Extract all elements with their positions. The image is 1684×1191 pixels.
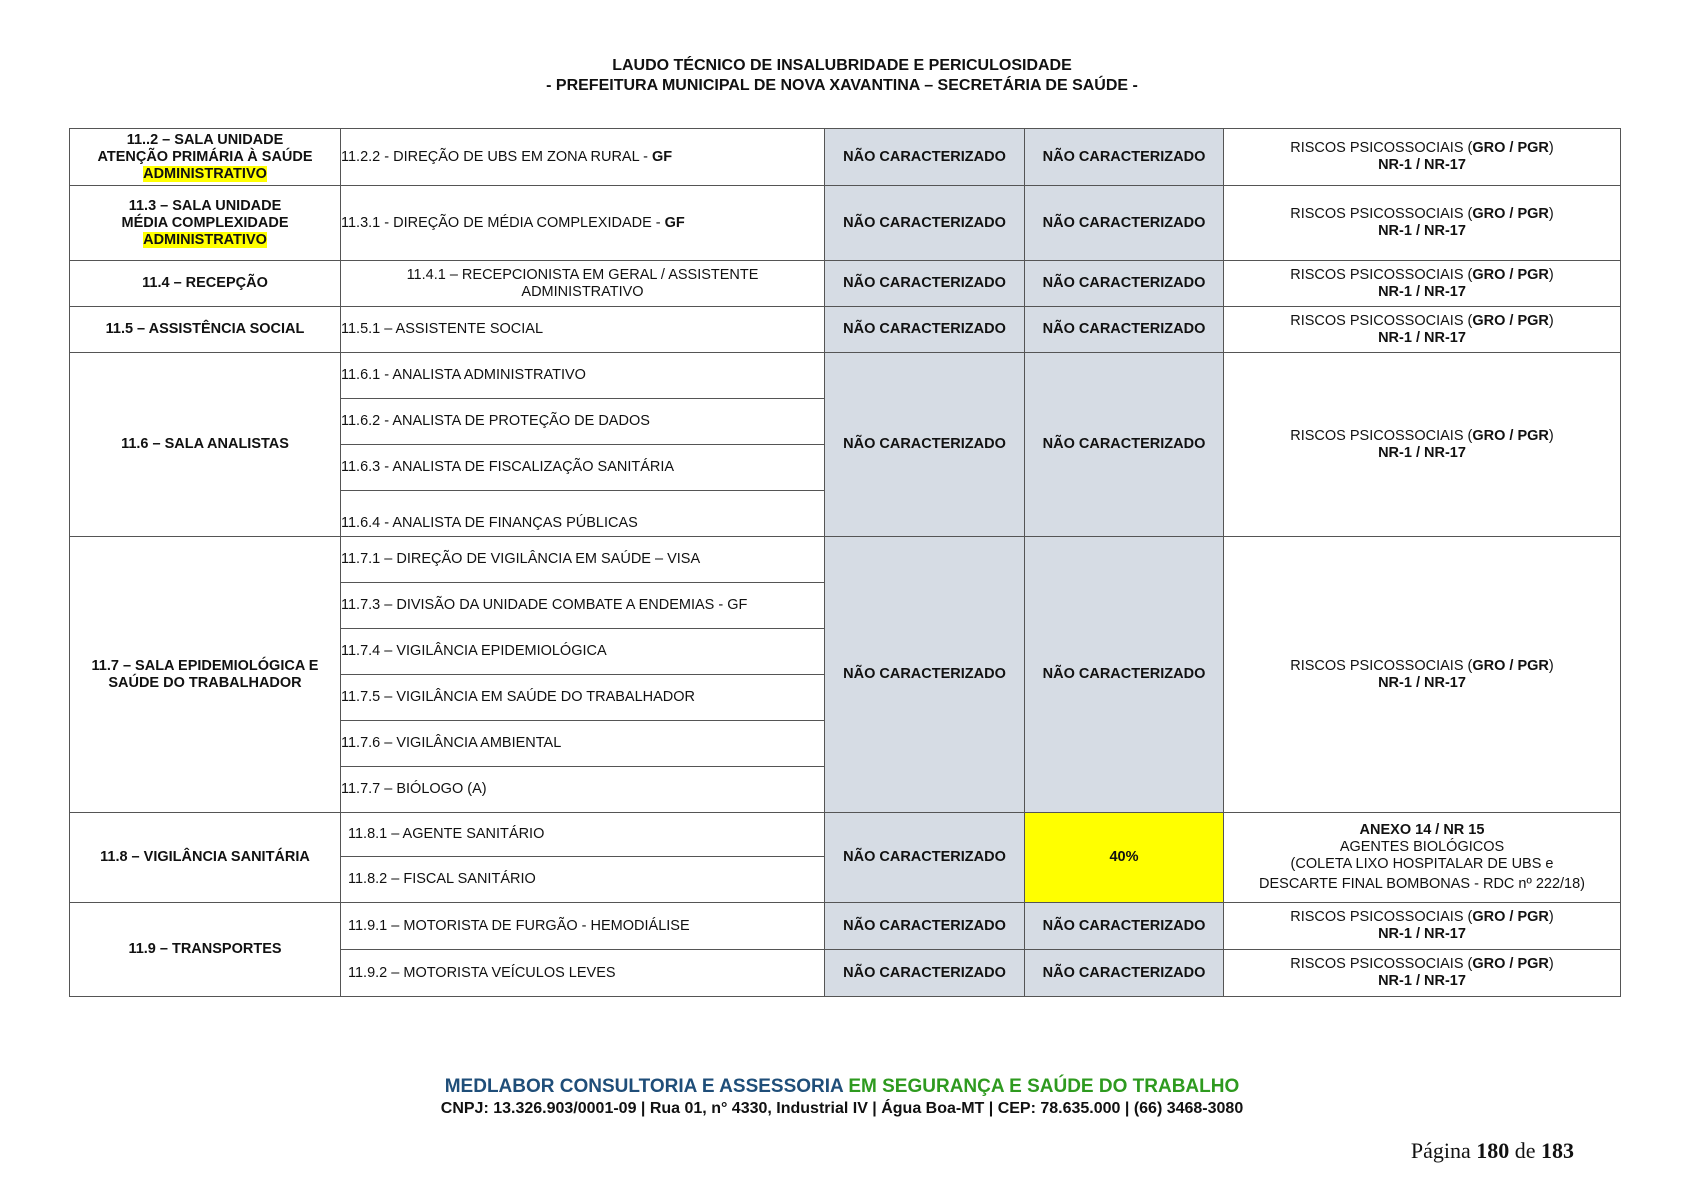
insalubridade-cell: NÃO CARACTERIZADO [825,903,1025,950]
risk-cell: RISCOS PSICOSSOCIAIS (GRO / PGR) NR-1 / NR-17 [1224,353,1621,537]
periculosidade-cell: NÃO CARACTERIZADO [1025,186,1224,261]
periculosidade-cell: 40% [1025,813,1224,903]
insalubridade-cell: NÃO CARACTERIZADO [825,261,1025,307]
function-cell: 11.7.1 – DIREÇÃO DE VIGILÂNCIA EM SAÚDE – VISA [341,537,825,583]
table-row [70,307,1621,353]
section-title: 11.5 – ASSISTÊNCIA SOCIAL [70,307,341,353]
table-row [70,537,1621,583]
risk-cell: RISCOS PSICOSSOCIAIS (GRO / PGR) NR-1 / NR-17 [1224,950,1621,997]
footer-address: CNPJ: 13.326.903/0001-09 | Rua 01, n° 4330, Industrial IV | Água Boa-MT | CEP: 78.635.000 | (66) 3468-3080 [440,1100,1244,1117]
highlight-tag: ADMINISTRATIVO [143,231,267,248]
function-cell: 11.7.5 – VIGILÂNCIA EM SAÚDE DO TRABALHADOR [341,675,825,721]
function-cell: 11.7.4 – VIGILÂNCIA EPIDEMIOLÓGICA [341,629,825,675]
insalubridade-cell: NÃO CARACTERIZADO [825,353,1025,537]
function-cell: 11.2.2 - DIREÇÃO DE UBS EM ZONA RURAL - GF [341,129,825,186]
section-title: 11.8 – VIGILÂNCIA SANITÁRIA [70,813,341,903]
table-row [70,813,1621,857]
function-cell: 11.5.1 – ASSISTENTE SOCIAL [341,307,825,353]
table-row [70,353,1621,399]
insalubridade-cell: NÃO CARACTERIZADO [825,186,1025,261]
risk-cell: RISCOS PSICOSSOCIAIS (GRO / PGR) NR-1 / NR-17 [1224,903,1621,950]
function-cell: 11.6.1 - ANALISTA ADMINISTRATIVO [341,353,825,399]
function-cell: 11.6.2 - ANALISTA DE PROTEÇÃO DE DADOS [341,399,825,445]
section-title: 11.9 – TRANSPORTES [70,903,341,997]
risk-cell: ANEXO 14 / NR 15 AGENTES BIOLÓGICOS (COLETA LIXO HOSPITALAR DE UBS e DESCARTE FINAL BOMBONAS - RDC nº 222/18) [1224,813,1621,903]
highlight-tag: ADMINISTRATIVO [143,165,267,182]
section-title: 11.4 – RECEPÇÃO [70,261,341,307]
insalubridade-cell: NÃO CARACTERIZADO [825,129,1025,186]
section-title: 11.6 – SALA ANALISTAS [70,353,341,537]
section-title: 11.3 – SALA UNIDADE MÉDIA COMPLEXIDADE ADMINISTRATIVO [70,186,341,261]
function-cell: 11.7.7 – BIÓLOGO (A) [341,767,825,813]
risk-cell: RISCOS PSICOSSOCIAIS (GRO / PGR) NR-1 / NR-17 [1224,129,1621,186]
risk-cell: RISCOS PSICOSSOCIAIS (GRO / PGR) NR-1 / NR-17 [1224,307,1621,353]
function-cell: 11.9.2 – MOTORISTA VEÍCULOS LEVES [341,950,825,997]
function-cell: 11.4.1 – RECEPCIONISTA EM GERAL / ASSISTENTE ADMINISTRATIVO [341,261,825,307]
footer-company-name: MEDLABOR CONSULTORIA E ASSESSORIA [444,1076,849,1097]
function-cell: 11.8.1 – AGENTE SANITÁRIO [341,813,825,857]
function-cell: 11.8.2 – FISCAL SANITÁRIO [341,857,825,903]
periculosidade-cell: NÃO CARACTERIZADO [1025,129,1224,186]
insalubridade-cell: NÃO CARACTERIZADO [825,950,1025,997]
risk-cell: RISCOS PSICOSSOCIAIS (GRO / PGR) NR-1 / NR-17 [1224,537,1621,813]
function-cell: 11.9.1 – MOTORISTA DE FURGÃO - HEMODIÁLISE [341,903,825,950]
function-cell: 11.6.4 - ANALISTA DE FINANÇAS PÚBLICAS [341,491,825,537]
insalubridade-cell: NÃO CARACTERIZADO [825,813,1025,903]
periculosidade-cell: NÃO CARACTERIZADO [1025,537,1224,813]
risk-table [69,128,1621,997]
function-cell: 11.6.3 - ANALISTA DE FISCALIZAÇÃO SANITÁRIA [341,445,825,491]
risk-cell: RISCOS PSICOSSOCIAIS (GRO / PGR) NR-1 / NR-17 [1224,261,1621,307]
footer-company [0,1076,1684,1098]
periculosidade-cell: NÃO CARACTERIZADO [1025,261,1224,307]
periculosidade-cell: NÃO CARACTERIZADO [1025,950,1224,997]
table-row [70,186,1621,261]
section-title: 11.7 – SALA EPIDEMIOLÓGICA E SAÚDE DO TRABALHADOR [70,537,341,813]
table-row [70,261,1621,307]
periculosidade-cell: NÃO CARACTERIZADO [1025,903,1224,950]
risk-cell: RISCOS PSICOSSOCIAIS (GRO / PGR) NR-1 / NR-17 [1224,186,1621,261]
header-title: LAUDO TÉCNICO DE INSALUBRIDADE E PERICULOSIDADE [612,57,1072,74]
function-cell: 11.7.3 – DIVISÃO DA UNIDADE COMBATE A ENDEMIAS - GF [341,583,825,629]
insalubridade-cell: NÃO CARACTERIZADO [825,537,1025,813]
periculosidade-cell: NÃO CARACTERIZADO [1025,353,1224,537]
table-row [70,903,1621,950]
header-subtitle: - PREFEITURA MUNICIPAL DE NOVA XAVANTINA – SECRETÁRIA DE SAÚDE - [546,77,1138,94]
function-cell: 11.3.1 - DIREÇÃO DE MÉDIA COMPLEXIDADE - GF [341,186,825,261]
table-row [70,129,1621,186]
page-number: Página 180 de 183 [1410,1138,1574,1163]
footer-company-tagline: EM SEGURANÇA E SAÚDE DO TRABALHO [848,1076,1240,1097]
periculosidade-cell: NÃO CARACTERIZADO [1025,307,1224,353]
insalubridade-cell: NÃO CARACTERIZADO [825,307,1025,353]
function-cell: 11.7.6 – VIGILÂNCIA AMBIENTAL [341,721,825,767]
section-title: 11..2 – SALA UNIDADE ATENÇÃO PRIMÁRIA À SAÚDE ADMINISTRATIVO [70,129,341,186]
document-header [0,56,1684,96]
